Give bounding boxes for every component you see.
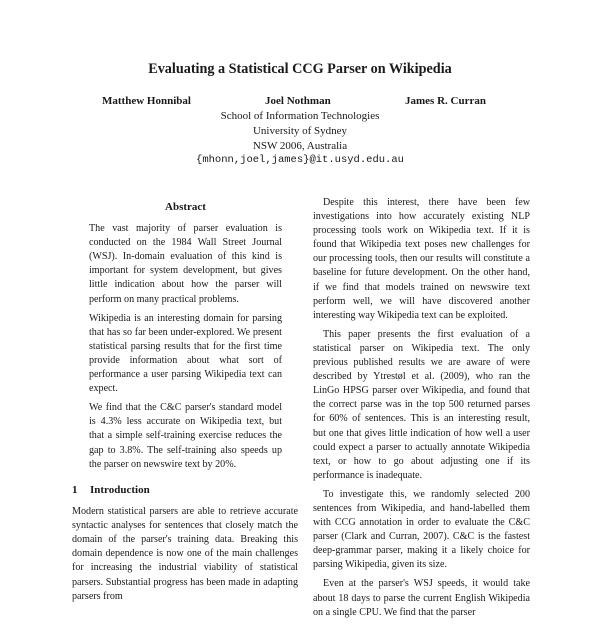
- abstract: [89, 200, 282, 477]
- affiliation-line: School of Information Technologies: [220, 110, 380, 122]
- affiliation-line: University of Sydney: [252, 125, 348, 137]
- introduction-section: [72, 483, 298, 609]
- abstract-paragraph: Wikipedia is an interesting domain for parsing that has so far been under-explored. We present statistical parsing results that for the first time provide information about what sort of performance a user parsing Wikipedia text can expect.: [89, 312, 282, 395]
- author-name: James R. Curran: [405, 95, 486, 107]
- author-name: Matthew Honnibal: [102, 95, 191, 107]
- body-paragraph: Even at the parser's WSJ speeds, it would take about 18 days to parse the current English Wikipedia on a single CPU. We find that the parser: [313, 578, 530, 618]
- section-number: 1: [72, 484, 78, 496]
- author-email: {mhonn,joel,james}@it.usyd.edu.au: [196, 154, 404, 166]
- abstract-heading: Abstract: [165, 201, 206, 213]
- section-heading: [72, 483, 298, 497]
- body-paragraph: This paper presents the first evaluation of a statistical parser on Wikipedia text. The only previous published results we are aware of were described by Ytrestøl et al. (2009), who ran the LinGo HPSG parser over Wikipedia, and found that the correct parse was in the top 500 returned parses for 60% of sentences. This is an interesting result, but one that gives little indication of how well a user could expect a parser to actually annotate Wikipedia text, or how to go about adjusting one if its performance is inadequate.: [313, 328, 530, 481]
- body-paragraph: Modern statistical parsers are able to retrieve accurate syntactic analyses for sentences that closely match the domain of the parser's training data. Breaking this domain dependence is now one of the main challenges for increasing the industrial viability of statistical parsers. Substantial progress has been made in adapting parsers from: [72, 506, 298, 602]
- author-list: [0, 95, 600, 109]
- body-paragraph: To investigate this, we randomly selected 200 sentences from Wikipedia, and hand-labelled them with CCG annotation in order to evaluate the C&C parser (Clark and Curran, 2007). C&C is the fastest deep-grammar parser, making it a likely choice for parsing Wikipedia, given its size.: [313, 488, 530, 571]
- right-column: [313, 196, 530, 625]
- abstract-paragraph: We find that the C&C parser's standard model is 4.3% less accurate on Wikipedia text, but that a simple self-training exercise reduces the gap to 3.8%. The self-training also speeds up the parser on newswire text by 20%.: [89, 402, 282, 470]
- section-title: Introduction: [90, 484, 150, 496]
- paper-title: Evaluating a Statistical CCG Parser on Wikipedia: [148, 61, 452, 77]
- body-paragraph: Despite this interest, there have been few investigations into how accurately existing NLP processing tools work on Wikipedia text. If it is found that Wikipedia text poses new challenges for our processing tools, then our results will constitute a baseline for future development. On the other hand, if we find that models trained on newswire text perform well, we will have discovered another interesting way Wikipedia text can be exploited.: [313, 197, 530, 321]
- author-name: Joel Nothman: [265, 95, 331, 107]
- abstract-paragraph: The vast majority of parser evaluation is conducted on the 1984 Wall Street Journal (WSJ). In-domain evaluation of this kind is important for system development, but gives little indication about how the parser will perform on many practical problems.: [89, 223, 282, 305]
- affiliation-line: NSW 2006, Australia: [252, 140, 348, 152]
